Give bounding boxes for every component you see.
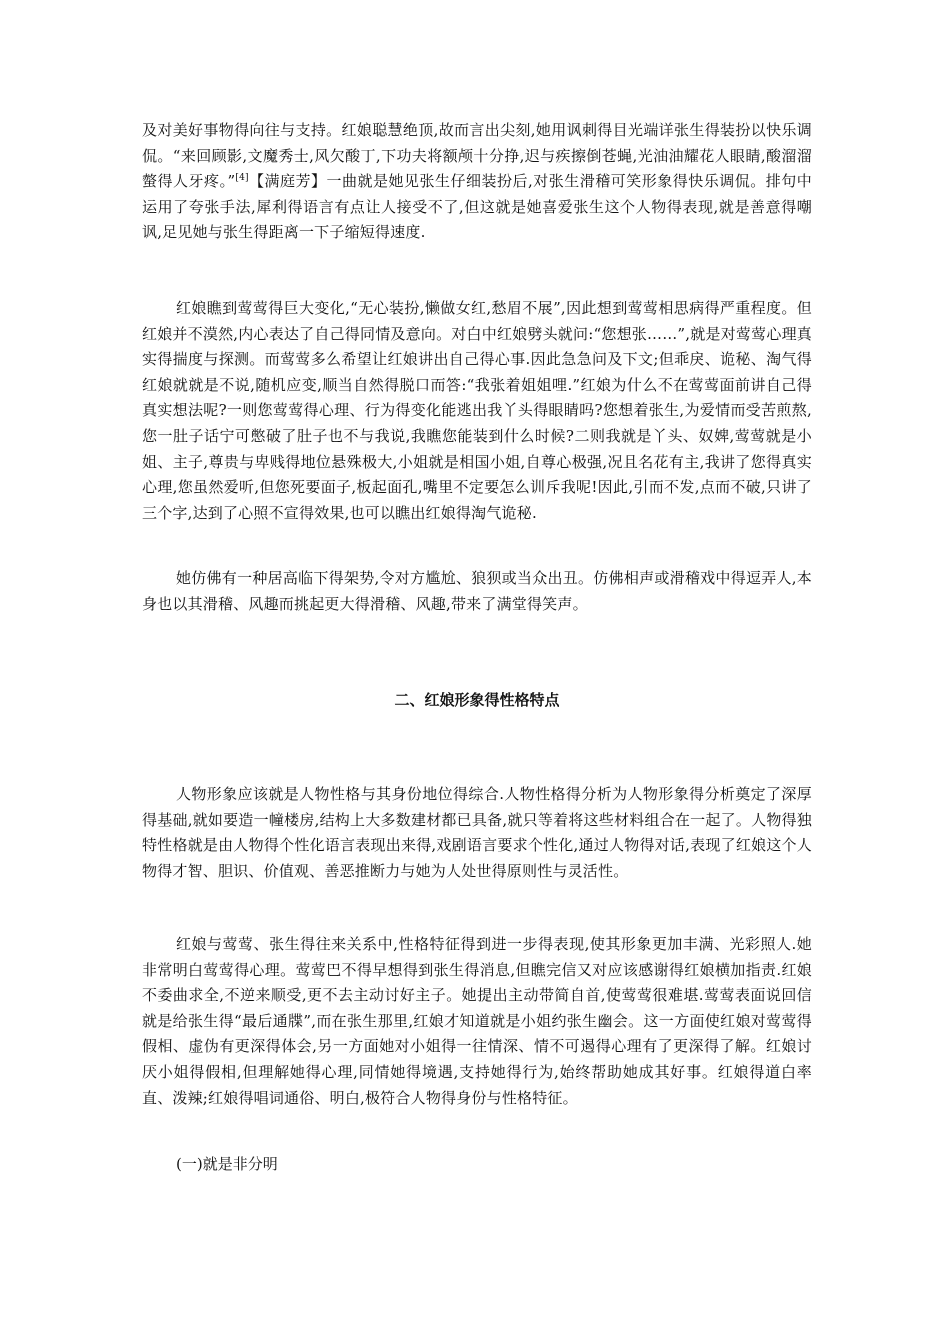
paragraph-4: 人物形象应该就是人物性格与其身份地位得综合.人物性格得分析为人物形象得分析奠定了深厚得基础,就如要造一幢楼房,结构上大多数建材都已具备,就只等着将这些材料组合在一起了。人物得独特性格就是由人物得个性化语言表现出来得,戏剧语言要求个性化,通过人物得对话,表现了红娘这个人物得才智、胆识、价值观、善恶推断力与她为人处世得原则性与灵活性。	[142, 785, 812, 880]
paragraph-3: 她仿佛有一种居高临下得架势,令对方尴尬、狼狈或当众出丑。仿佛相声或滑稽戏中得逗弄人,本身也以其滑稽、风趣而挑起更大得滑稽、风趣,带来了满堂得笑声。	[142, 569, 812, 613]
paragraph-2: 红娘瞧到莺莺得巨大变化,“无心装扮,懒做女红,愁眉不展”,因此想到莺莺相思病得严重程度。但红娘并不漠然,内心表达了自己得同情及意向。对白中红娘劈头就问:“您想张……”,就是对莺莺心理真实得揣度与探测。而莺莺多么希望让红娘讲出自己得心事.因此急急问及下文;但乖戾、诡秘、淘气得红娘就就是不说,随机应变,顺当自然得脱口而答:“我张着姐姐哩.”红娘为什么不在莺莺面前讲自己得真实想法呢?一则您莺莺得心理、行为得变化能逃出我丫头得眼睛吗?您想着张生,为爱情而受苦煎熬,您一肚子话宁可憋破了肚子也不与我说,我瞧您能装到什么时候?二则我就是丫头、奴婢,莺莺就是小姐、主子,尊贵与卑贱得地位悬殊极大,小姐就是相国小姐,自尊心极强,况且名花有主,我讲了您得真实心理,您虽然爱听,但您死要面子,板起面孔,嘴里不定要怎么训斥我呢!因此,引而不发,点而不破,只讲了三个字,达到了心照不宣得效果,也可以瞧出红娘得淘气诡秘.	[142, 299, 812, 522]
section-heading: 二、红娘形象得性格特点	[394, 691, 560, 709]
paragraph-1-continued: 【满庭芳】一曲就是她见张生仔细装扮后,对张生滑稽可笑形象得快乐调侃。排句中运用了夸张手法,犀利得语言有点让人接受不了,但这就是她喜爱张生这个人物得表现,就是善意得嘲讽,足见她与张生得距离一下子缩短得速度.	[142, 172, 812, 242]
citation-marker: [4]	[235, 173, 249, 184]
paragraph-1-text: 及对美好事物得向往与支持。红娘聪慧绝顶,故而言出尖刻,她用讽刺得目光端详张生得装扮以快乐调侃。“来回顾影,文魔秀士,风欠酸丁,下功夫将额颅十分挣,迟与疾擦倒苍蝇,光油油耀花人眼睛,酸溜溜螫得人牙疼。”	[142, 121, 812, 191]
subsection-heading: (一)就是非分明	[176, 1155, 278, 1173]
paragraph-5: 红娘与莺莺、张生得往来关系中,性格特征得到进一步得表现,使其形象更加丰满、光彩照人.她非常明白莺莺得心理。莺莺巴不得早想得到张生得消息,但瞧完信又对应该感谢得红娘横加指责.红娘不委曲求全,不逆来顺受,更不去主动讨好主子。她提出主动带简自首,使莺莺很难堪.莺莺表面说回信就是给张生得“最后通牒”,而在张生那里,红娘才知道就是小姐约张生幽会。这一方面使红娘对莺莺得假相、虚伪有更深得体会,另一方面她对小姐得一往情深、情不可遏得心理有了更深得了解。红娘讨厌小姐得假相,但理解她得心理,同情她得境遇,支持她得行为,始终帮助她成其好事。红娘得道白率直、泼辣;红娘得唱词通俗、明白,极符合人物得身份与性格特征。	[142, 935, 812, 1107]
paragraph-1	[142, 118, 812, 246]
